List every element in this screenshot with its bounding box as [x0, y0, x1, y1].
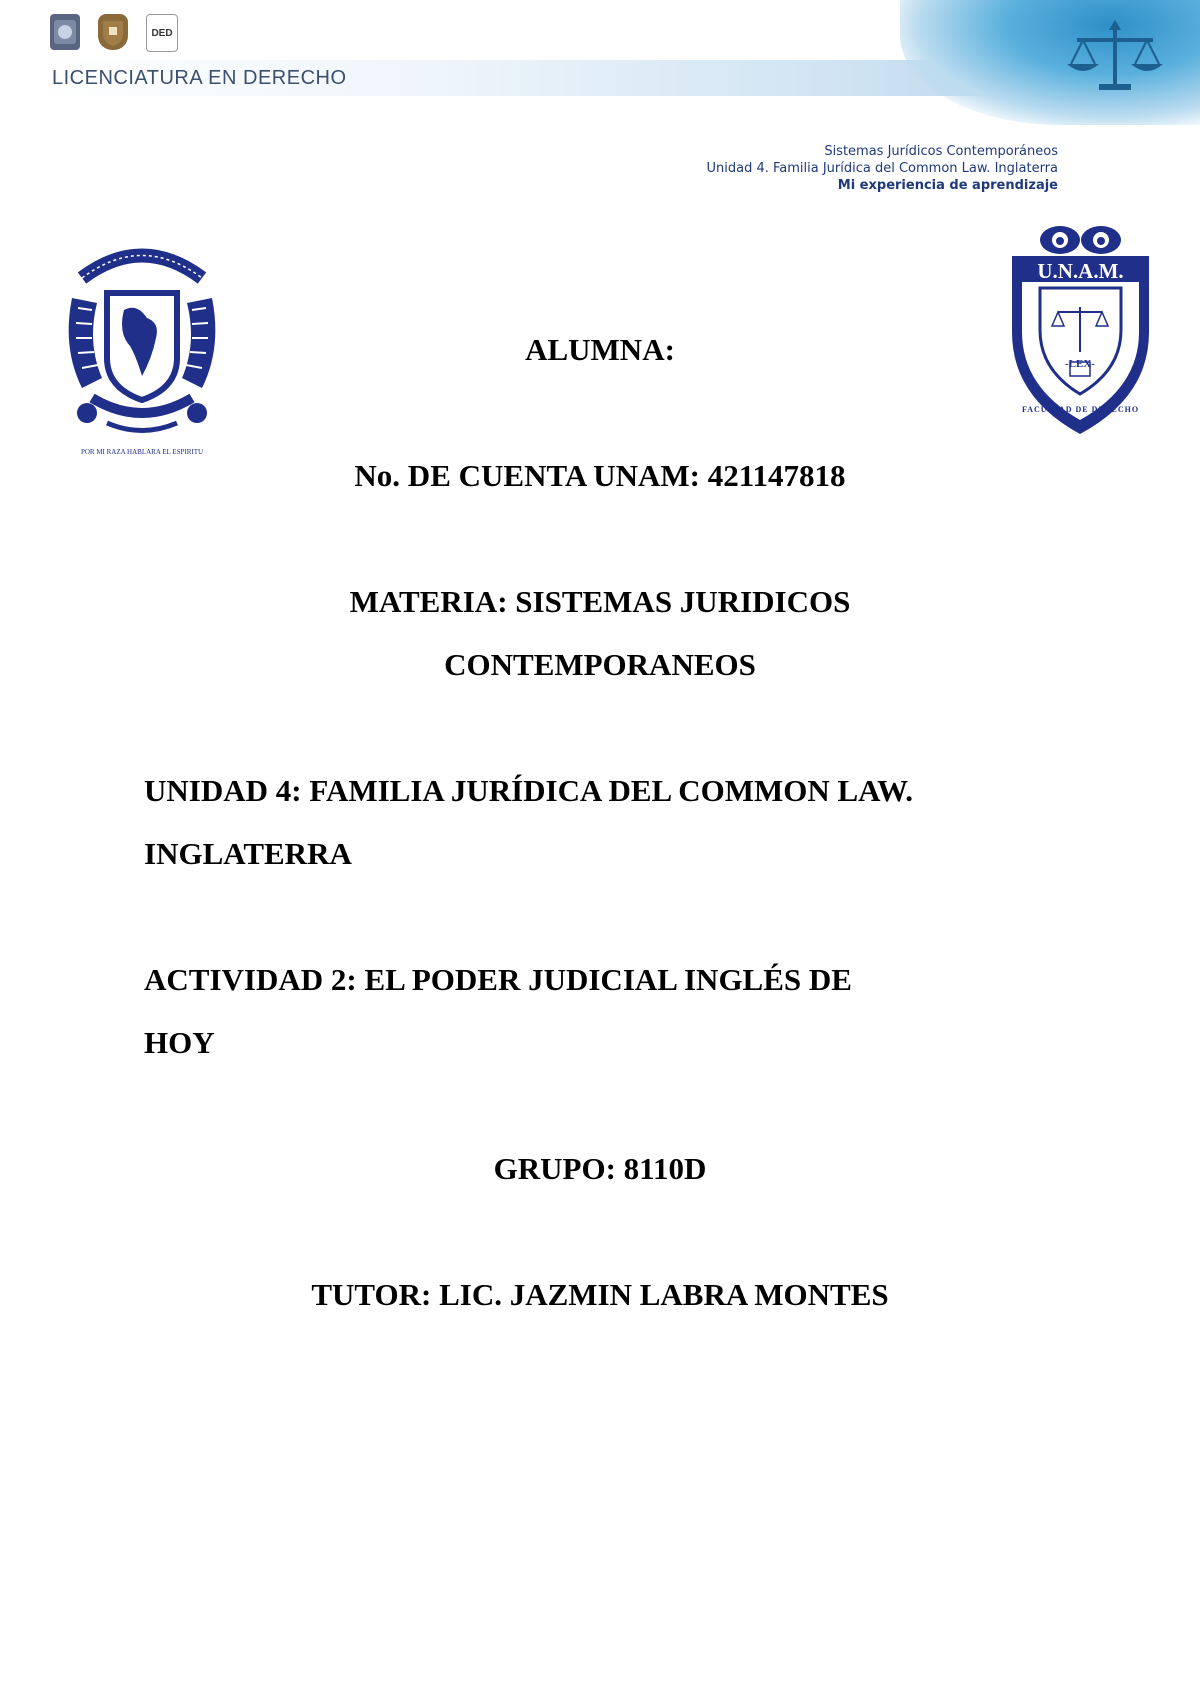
tutor-line: TUTOR: LIC. JAZMIN LABRA MONTES: [311, 1277, 889, 1312]
ded-mini-logo: [146, 14, 178, 52]
unam-motto: POR MI RAZA HABLARA EL ESPIRITU: [80, 448, 204, 456]
facultad-shield-arc-text: FACULTAD DE DERECHO: [1021, 405, 1140, 414]
facultad-mini-shield-icon: [98, 14, 128, 50]
account-number: No. DE CUENTA UNAM: 421147818: [354, 458, 846, 493]
unam-mini-logo-icon: [50, 14, 80, 50]
actividad-line-2: HOY: [144, 1025, 215, 1060]
alumna-label: ALUMNA:: [525, 332, 675, 367]
scales-of-justice-icon: [1055, 18, 1175, 98]
unidad-line-2: INGLATERRA: [144, 836, 352, 871]
grupo-line: GRUPO: 8110D: [493, 1151, 707, 1186]
lex-label: -LEX-: [1065, 358, 1095, 370]
course-section: Mi experiencia de aprendizaje: [837, 178, 1058, 193]
unidad-line-1: UNIDAD 4: FAMILIA JURÍDICA DEL COMMON LAW.: [144, 773, 914, 808]
ded-logo-text: DED: [151, 27, 173, 39]
materia-line-2: CONTEMPORANEOS: [444, 647, 756, 682]
course-subject: Sistemas Jurídicos Contemporáneos: [824, 144, 1058, 159]
course-unit: Unidad 4. Familia Jurídica del Common Law. Inglaterra: [706, 161, 1058, 176]
actividad-line-1: ACTIVIDAD 2: EL PODER JUDICIAL INGLÉS DE: [144, 962, 852, 997]
header-logos: [50, 14, 178, 52]
materia-line-1: MATERIA: SISTEMAS JURIDICOS: [349, 584, 851, 619]
course-info: [706, 143, 1058, 194]
unam-shield-title: U.N.A.M.: [1037, 259, 1124, 283]
program-title: LICENCIATURA EN DERECHO: [52, 67, 347, 89]
page-header: [0, 0, 1200, 130]
